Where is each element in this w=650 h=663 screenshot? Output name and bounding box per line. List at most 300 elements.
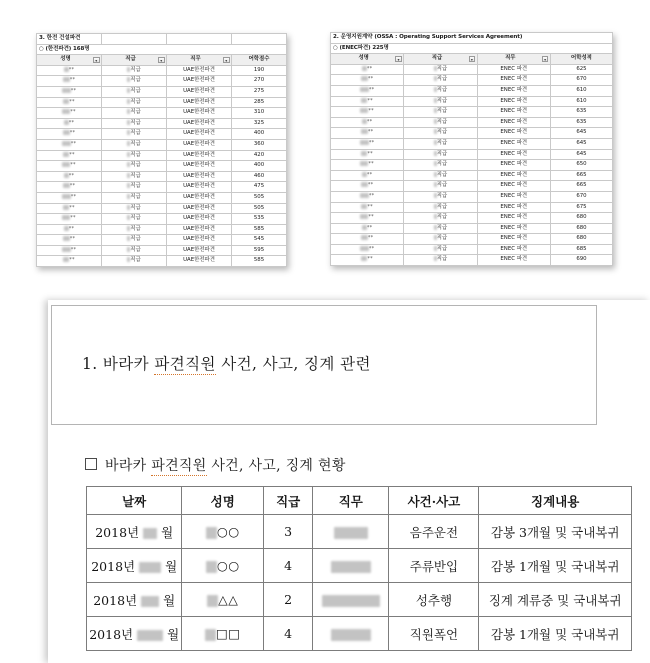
cell-name: ** (331, 96, 404, 107)
cell-rank: 직급 (102, 245, 167, 256)
cell-rank: 직급 (404, 191, 477, 202)
cell-rank: 직급 (102, 256, 167, 267)
table-row (37, 192, 287, 203)
redaction-blur (62, 247, 71, 252)
cell-score: 685 (550, 244, 612, 255)
title-number: 1. (82, 355, 98, 373)
sheet-title: 3. 한전 건설파견 (37, 34, 102, 45)
cell-score: 285 (232, 97, 287, 108)
cell-rank: 직급 (102, 171, 167, 182)
table-row (331, 255, 613, 266)
cell-duty: UAE한전파견 (167, 97, 232, 108)
redaction-blur (127, 152, 130, 157)
cell-score: 690 (550, 255, 612, 266)
cell-name: ** (331, 202, 404, 213)
table-row (37, 235, 287, 246)
cell-score: 360 (232, 139, 287, 150)
cell-duty: ENEC 파견 (477, 107, 550, 118)
cell-score: 665 (550, 170, 612, 181)
cell-name: ** (331, 128, 404, 139)
redaction-blur (64, 173, 69, 178)
cell-score: 670 (550, 191, 612, 202)
cell-score: 675 (550, 202, 612, 213)
sheet-panel-right (330, 32, 613, 266)
cell-score: 625 (550, 64, 612, 75)
cell-incident: 주류반입 (389, 549, 479, 583)
cell-duty: UAE한전파견 (167, 182, 232, 193)
cell-name: ** (331, 160, 404, 171)
cell-duty: UAE한전파견 (167, 161, 232, 172)
cell-rank: 직급 (404, 64, 477, 75)
cell-rank: 직급 (404, 107, 477, 118)
filter-dropdown-icon[interactable]: ▾ (395, 56, 402, 63)
table-row (331, 244, 613, 255)
cell-duty (313, 549, 389, 583)
cell-duty: ENEC 파견 (477, 234, 550, 245)
cell-name: ** (37, 139, 102, 150)
redaction-blur (62, 109, 70, 114)
redaction-blur (64, 120, 69, 125)
cell-rank: 직급 (404, 255, 477, 266)
cell-duty: UAE한전파견 (167, 118, 232, 129)
cell-duty: UAE한전파견 (167, 224, 232, 235)
empty-cell (232, 34, 287, 45)
table-row (331, 149, 613, 160)
redaction-blur (360, 246, 369, 251)
cell-duty: UAE한전파견 (167, 150, 232, 161)
cell-name: ** (331, 138, 404, 149)
table-ossa-dispatch (330, 32, 613, 266)
cell-name: ** (331, 75, 404, 86)
cell-name: ** (37, 76, 102, 87)
cell-score: 585 (232, 224, 287, 235)
table-row (331, 223, 613, 234)
redaction-blur (127, 88, 130, 93)
title-part-b-misspelled: 파견직원 (154, 355, 216, 373)
redaction-blur (434, 172, 437, 177)
cell-name: ** (37, 224, 102, 235)
cell-discipline: 감봉 1개월 및 국내복귀 (479, 617, 632, 651)
filter-dropdown-icon[interactable]: ▾ (469, 56, 476, 63)
cell-name: ** (331, 117, 404, 128)
sheet-subtitle: ○ (ENEC파견) 225명 (331, 43, 613, 54)
cell-score: 420 (232, 150, 287, 161)
cell-score: 190 (232, 65, 287, 76)
cell-duty: ENEC 파견 (477, 223, 550, 234)
redaction-blur (64, 67, 69, 72)
table-row (331, 85, 613, 96)
redaction-blur (434, 204, 437, 209)
redaction-blur (127, 226, 130, 231)
cell-name: ** (37, 86, 102, 97)
column-header-2[interactable]: 직무 ▾ (167, 55, 232, 66)
cell-duty: UAE한전파견 (167, 129, 232, 140)
cell-date: 2018년 월 (87, 617, 182, 651)
cell-rank: 직급 (404, 234, 477, 245)
redaction-blur (360, 214, 368, 219)
cell-rank: 직급 (102, 192, 167, 203)
cell-rank: 직급 (102, 235, 167, 246)
redaction-blur (137, 630, 163, 641)
cell-rank: 직급 (102, 108, 167, 119)
cell-name: △△ (182, 583, 264, 617)
sheet-title-row (37, 34, 287, 45)
table-row (331, 117, 613, 128)
column-header-3[interactable]: 어학성적 (550, 54, 612, 65)
cell-score: 505 (232, 192, 287, 203)
table-row (37, 150, 287, 161)
cell-incident: 직원폭언 (389, 617, 479, 651)
redaction-blur (127, 67, 130, 72)
cell-name: ** (37, 97, 102, 108)
cell-score: 325 (232, 118, 287, 129)
cell-name: ** (37, 161, 102, 172)
redaction-blur (434, 98, 437, 103)
column-header-0[interactable]: 성명 ▾ (37, 55, 102, 66)
cell-duty: ENEC 파견 (477, 181, 550, 192)
filter-dropdown-icon[interactable]: ▾ (542, 56, 549, 63)
column-header-3: 직무 (313, 487, 389, 515)
table-row (37, 224, 287, 235)
cell-rank: 4 (264, 617, 313, 651)
cell-rank: 직급 (404, 138, 477, 149)
cell-name: ** (331, 234, 404, 245)
column-header-2: 직급 (264, 487, 313, 515)
cell-duty: UAE한전파견 (167, 171, 232, 182)
redaction-blur (361, 256, 367, 261)
cell-duty: UAE한전파견 (167, 192, 232, 203)
redaction-blur (62, 194, 71, 199)
empty-cell (167, 34, 232, 45)
cell-rank: 직급 (102, 86, 167, 97)
redaction-blur (62, 162, 70, 167)
cell-score: 310 (232, 108, 287, 119)
table-row (331, 138, 613, 149)
redaction-blur (127, 247, 130, 252)
column-header-0: 날짜 (87, 487, 182, 515)
incident-table-wrap (86, 486, 632, 651)
document-page (48, 300, 650, 663)
table-row (37, 86, 287, 97)
table-row (37, 171, 287, 182)
cell-date: 2018년 월 (87, 549, 182, 583)
redaction-blur (434, 246, 437, 251)
redaction-blur (361, 129, 368, 134)
cell-duty: ENEC 파견 (477, 244, 550, 255)
sheet-title-row (331, 33, 613, 44)
redaction-blur (127, 257, 130, 262)
column-header-1[interactable]: 직급 ▾ (102, 55, 167, 66)
cell-score: 610 (550, 96, 612, 107)
table-row (37, 118, 287, 129)
cell-duty: ENEC 파견 (477, 128, 550, 139)
sheet-subtitle-row (331, 43, 613, 54)
table-row (331, 170, 613, 181)
cell-duty: UAE한전파견 (167, 86, 232, 97)
cell-score: 545 (232, 235, 287, 246)
cell-name: ** (37, 214, 102, 225)
redaction-blur (362, 225, 367, 230)
table-row (37, 214, 287, 225)
cell-rank: 2 (264, 583, 313, 617)
redaction-blur (62, 141, 71, 146)
column-header-1[interactable]: 직급 ▾ (404, 54, 477, 65)
cell-duty: UAE한전파견 (167, 108, 232, 119)
table-row (331, 202, 613, 213)
cell-rank: 직급 (102, 76, 167, 87)
redaction-blur (127, 141, 130, 146)
table-row (87, 549, 632, 583)
cell-score: 460 (232, 171, 287, 182)
page-title (82, 352, 371, 374)
table-row (331, 160, 613, 171)
redaction-blur (360, 108, 368, 113)
redaction-blur (127, 130, 130, 135)
cell-rank: 직급 (404, 96, 477, 107)
title-part-a: 바라카 (102, 355, 150, 373)
subheading-part-c: 사건, 사고, 징계 현황 (211, 458, 346, 474)
cell-rank: 4 (264, 549, 313, 583)
incident-table (86, 486, 632, 651)
redaction-blur (64, 226, 69, 231)
table-hanjeon-dispatch (36, 33, 287, 267)
redaction-blur (362, 119, 367, 124)
cell-name: ** (331, 255, 404, 266)
table-row (37, 203, 287, 214)
subheading-part-b-misspelled: 파견직원 (151, 458, 207, 474)
cell-duty: ENEC 파견 (477, 149, 550, 160)
sheet-column-header-row (37, 55, 287, 66)
redaction-blur (361, 182, 368, 187)
filter-dropdown-icon[interactable]: ▾ (93, 57, 100, 64)
cell-duty: ENEC 파견 (477, 213, 550, 224)
cell-duty (313, 617, 389, 651)
cell-duty: ENEC 파견 (477, 64, 550, 75)
table-row (37, 129, 287, 140)
table-row (37, 65, 287, 76)
cell-name: □□ (182, 617, 264, 651)
filter-dropdown-icon[interactable]: ▾ (223, 57, 230, 64)
cell-duty: ENEC 파견 (477, 85, 550, 96)
cell-rank: 직급 (404, 117, 477, 128)
cell-name: ** (37, 118, 102, 129)
cell-name: ** (37, 150, 102, 161)
cell-duty: ENEC 파견 (477, 255, 550, 266)
redaction-blur (207, 595, 218, 607)
redaction-blur (127, 205, 130, 210)
cell-score: 610 (550, 85, 612, 96)
cell-rank: 직급 (102, 203, 167, 214)
cell-name: ** (37, 108, 102, 119)
redaction-blur (434, 256, 437, 261)
sheet-column-header-row (331, 54, 613, 65)
table-row (331, 234, 613, 245)
cell-rank: 직급 (102, 118, 167, 129)
cell-rank: 직급 (404, 213, 477, 224)
cell-duty: ENEC 파견 (477, 202, 550, 213)
cell-rank: 직급 (102, 65, 167, 76)
redaction-blur (141, 596, 159, 607)
subheading (85, 455, 346, 475)
redaction-blur (127, 194, 130, 199)
redaction-blur (127, 77, 130, 82)
empty-cell (102, 34, 167, 45)
redaction-blur (62, 215, 70, 220)
redaction-blur (322, 595, 380, 607)
table-row (37, 139, 287, 150)
cell-score: 505 (232, 203, 287, 214)
redaction-blur (361, 235, 368, 240)
cell-rank: 직급 (102, 97, 167, 108)
cell-name: ** (331, 191, 404, 202)
redaction-blur (434, 108, 437, 113)
cell-rank: 직급 (102, 139, 167, 150)
cell-score: 680 (550, 223, 612, 234)
table-row (37, 245, 287, 256)
table-row (331, 128, 613, 139)
redaction-blur (434, 225, 437, 230)
redaction-blur (434, 129, 437, 134)
redaction-blur (434, 193, 437, 198)
redaction-blur (434, 119, 437, 124)
cell-rank: 직급 (102, 129, 167, 140)
cell-rank: 직급 (102, 150, 167, 161)
cell-name: ** (331, 244, 404, 255)
document-section (0, 292, 650, 663)
redaction-blur (205, 629, 216, 641)
cell-rank: 직급 (404, 202, 477, 213)
cell-name: ○○ (182, 515, 264, 549)
cell-rank: 직급 (404, 128, 477, 139)
redaction-blur (434, 214, 437, 219)
redaction-blur (63, 183, 70, 188)
cell-score: 645 (550, 128, 612, 139)
redaction-blur (434, 182, 437, 187)
redaction-blur (361, 76, 368, 81)
redaction-blur (434, 235, 437, 240)
redaction-blur (361, 151, 367, 156)
cell-score: 635 (550, 107, 612, 118)
cell-score: 645 (550, 138, 612, 149)
table-row (331, 107, 613, 118)
cell-rank: 직급 (404, 244, 477, 255)
cell-score: 400 (232, 161, 287, 172)
cell-incident: 성추행 (389, 583, 479, 617)
table-row (331, 181, 613, 192)
cell-discipline: 감봉 3개월 및 국내복귀 (479, 515, 632, 549)
table-row (87, 617, 632, 651)
sheet-subtitle: ○ (한전파견) 168명 (37, 44, 287, 55)
redaction-blur (63, 99, 69, 104)
cell-name: ** (331, 213, 404, 224)
redaction-blur (334, 527, 368, 539)
redaction-blur (127, 236, 130, 241)
cell-duty: ENEC 파견 (477, 117, 550, 128)
redaction-blur (362, 66, 367, 71)
column-header-5: 징계내용 (479, 487, 632, 515)
cell-incident: 음주운전 (389, 515, 479, 549)
column-header-1: 성명 (182, 487, 264, 515)
cell-name: ** (331, 170, 404, 181)
redaction-blur (361, 98, 367, 103)
redaction-blur (434, 161, 437, 166)
cell-score: 680 (550, 213, 612, 224)
column-header-0[interactable]: 성명 ▾ (331, 54, 404, 65)
cell-score: 670 (550, 75, 612, 86)
cell-duty: UAE한전파견 (167, 76, 232, 87)
filter-dropdown-icon[interactable]: ▾ (158, 57, 165, 64)
table-row (331, 75, 613, 86)
redaction-blur (127, 109, 130, 114)
redaction-blur (331, 561, 371, 573)
redaction-blur (360, 140, 369, 145)
redaction-blur (63, 77, 70, 82)
cell-duty: UAE한전파견 (167, 245, 232, 256)
cell-duty: ENEC 파견 (477, 160, 550, 171)
redaction-blur (127, 99, 130, 104)
redaction-blur (139, 562, 161, 573)
redaction-blur (434, 151, 437, 156)
sheet-subtitle-row (37, 44, 287, 55)
cell-duty (313, 583, 389, 617)
cell-duty: ENEC 파견 (477, 96, 550, 107)
cell-duty: UAE한전파견 (167, 65, 232, 76)
redaction-blur (127, 173, 130, 178)
redaction-blur (434, 87, 437, 92)
redaction-blur (361, 204, 367, 209)
table-row (87, 583, 632, 617)
cell-rank: 직급 (404, 149, 477, 160)
cell-rank: 3 (264, 515, 313, 549)
cell-duty (313, 515, 389, 549)
redaction-blur (127, 183, 130, 188)
cell-score: 270 (232, 76, 287, 87)
cell-duty: ENEC 파견 (477, 138, 550, 149)
cell-score: 650 (550, 160, 612, 171)
cell-rank: 직급 (102, 224, 167, 235)
redaction-blur (63, 152, 69, 157)
column-header-2[interactable]: 직무 ▾ (477, 54, 550, 65)
redaction-blur (362, 172, 367, 177)
table-row (37, 161, 287, 172)
cell-date: 2018년 월 (87, 515, 182, 549)
cell-name: ** (331, 149, 404, 160)
column-header-3[interactable]: 어학점수 (232, 55, 287, 66)
cell-name: ** (37, 235, 102, 246)
redaction-blur (434, 140, 437, 145)
cell-name: ** (37, 245, 102, 256)
table-row (37, 108, 287, 119)
redaction-blur (127, 120, 130, 125)
cell-rank: 직급 (404, 85, 477, 96)
table-header-row (87, 487, 632, 515)
spreadsheet-section (0, 0, 650, 292)
cell-name: ** (37, 129, 102, 140)
cell-score: 535 (232, 214, 287, 225)
subheading-part-a: 바라카 (105, 458, 147, 474)
table-row (87, 515, 632, 549)
cell-duty: ENEC 파견 (477, 191, 550, 202)
cell-name: ** (37, 171, 102, 182)
cell-score: 400 (232, 129, 287, 140)
cell-score: 635 (550, 117, 612, 128)
square-bullet-icon (85, 458, 97, 470)
cell-name: ** (37, 203, 102, 214)
cell-name: ** (37, 256, 102, 267)
redaction-blur (127, 162, 130, 167)
redaction-blur (63, 236, 70, 241)
cell-name: ** (331, 85, 404, 96)
